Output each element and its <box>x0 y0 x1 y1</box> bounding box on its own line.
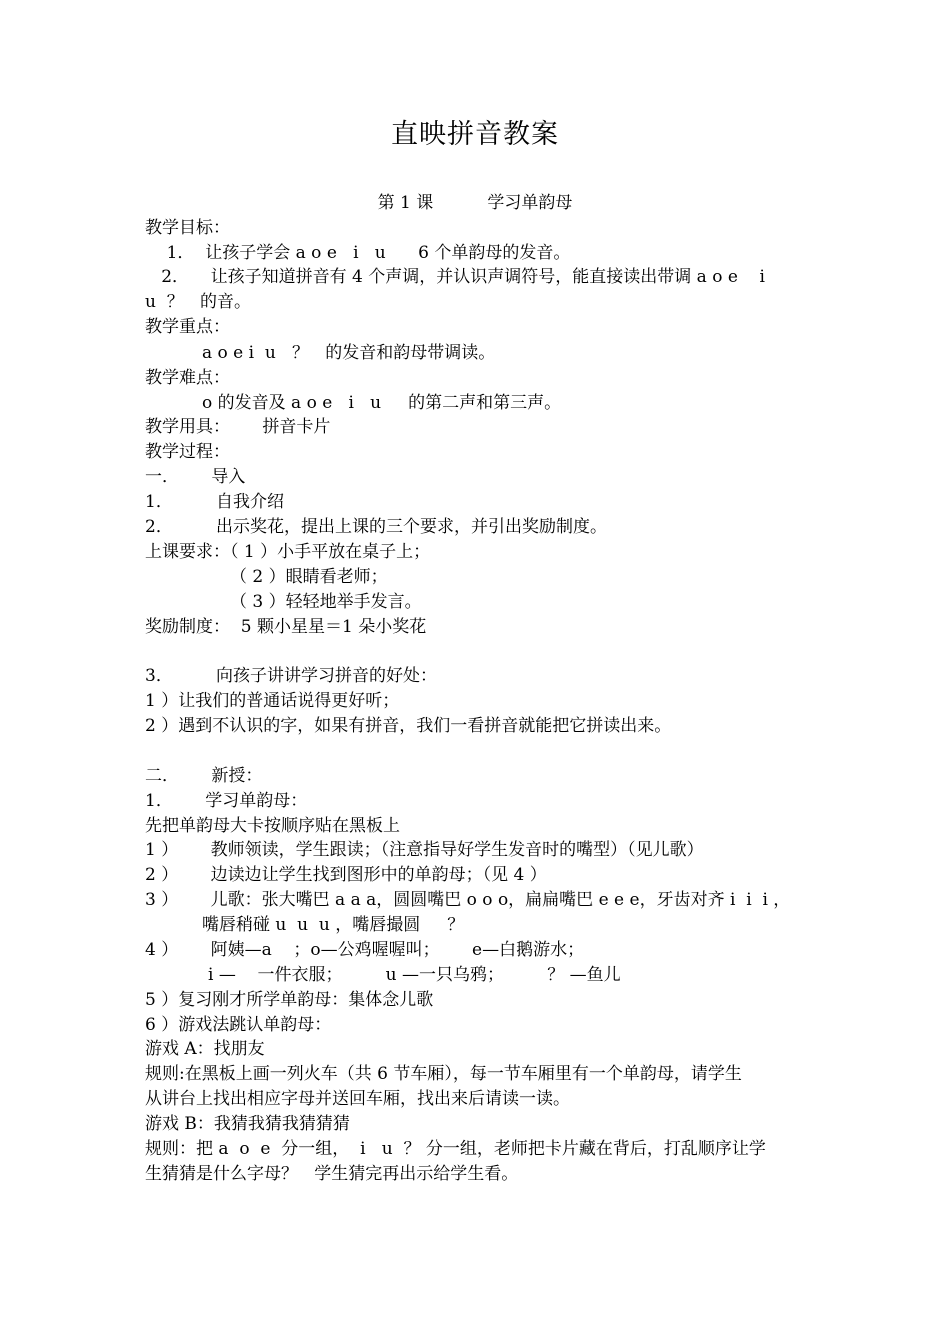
rule-3: （ 3 ）轻轻地举手发言。 <box>230 592 422 612</box>
activity-3-cont: 嘴唇稍碰 u u u ，嘴唇撮圆 ？ <box>202 915 465 935</box>
game-a-rule: 规则:在黑板上画一列火车（共 6 节车厢），每一节车厢里有一个单韵母，请学生 <box>145 1064 742 1084</box>
game-a-title: 游戏 A：找朋友 <box>145 1039 265 1059</box>
activity-3: 3 ） 儿歌：张大嘴巴 a a a，圆圆嘴巴 o o o，扁扁嘴巴 e e e，牙齿对齐 i i i ， <box>145 890 791 910</box>
activity-2: 2 ） 边读边让学生找到图形中的单韵母；（见 4 ） <box>145 865 547 885</box>
lesson-heading: 第 1 课 学习单韵母 <box>377 193 573 213</box>
activity-4: 4 ） 阿姨—a ；o—公鸡喔喔叫； e—白鹅游水； <box>145 940 585 960</box>
part-2-heading: 二． 新授： <box>145 766 263 786</box>
step-1: 1． 自我介绍 <box>145 492 285 512</box>
part-1-heading: 一． 导入 <box>145 467 246 487</box>
section-label-key-points: 教学重点： <box>145 317 230 337</box>
step-2: 2． 出示奖花，提出上课的三个要求，并引出奖励制度。 <box>145 517 608 537</box>
goal-item-2: 2． 让孩子知道拼音有 4 个声调，并认识声调符号，能直接读出带调 a o e i <box>145 267 765 287</box>
activity-4-cont: i — 一件衣服； u —一只乌鸦； ？ —鱼儿 <box>208 965 621 985</box>
benefit-1: 1 ）让我们的普通话说得更好听； <box>145 691 400 711</box>
key-points-text: a o e i u ？ 的发音和韵母带调读。 <box>202 343 496 363</box>
section-label-difficulties: 教学难点： <box>145 368 230 388</box>
game-a-rule-cont: 从讲台上找出相应字母并送回车厢，找出来后请读一读。 <box>145 1089 570 1109</box>
game-b-title: 游戏 B：我猜我猜我猜猜猜 <box>145 1114 350 1134</box>
difficulties-text: o 的发音及 a o e i u 的第二声和第三声。 <box>202 393 562 413</box>
document-title: 直映拼音教案 <box>391 119 559 150</box>
teaching-tools: 教学用具： 拼音卡片 <box>145 417 331 437</box>
activity-1: 1 ） 教师领读，学生跟读；（注意指导好学生发音时的嘴型）（见儿歌） <box>145 840 704 860</box>
goal-item-1: 1． 让孩子学会 a o e i u 6 个单韵母的发音。 <box>145 243 571 263</box>
reward-system: 奖励制度： 5 颗小星星＝1 朵小奖花 <box>145 617 427 637</box>
activity-6: 6 ）游戏法跳认单韵母： <box>145 1015 332 1035</box>
rule-2: （ 2 ）眼睛看老师； <box>230 567 388 587</box>
section-label-process: 教学过程： <box>145 442 230 462</box>
benefit-2: 2 ）遇到不认识的字，如果有拼音，我们一看拼音就能把它拼读出来。 <box>145 716 672 736</box>
activity-5: 5 ）复习刚才所学单韵母：集体念儿歌 <box>145 990 434 1010</box>
rule-1: 上课要求：（ 1 ）小手平放在桌子上； <box>145 542 431 562</box>
game-b-rule-cont: 生猜猜是什么字母？ 学生猜完再出示给学生看。 <box>145 1164 519 1184</box>
new-step-1-desc: 先把单韵母大卡按顺序贴在黑板上 <box>145 816 400 836</box>
step-3: 3． 向孩子讲讲学习拼音的好处： <box>145 666 438 686</box>
goal-item-2-cont: u ？ 的音。 <box>145 292 251 312</box>
game-b-rule: 规则：把 a o e 分一组， i u ？ 分一组，老师把卡片藏在背后，打乱顺序让学 <box>145 1139 766 1159</box>
new-step-1: 1． 学习单韵母： <box>145 791 308 811</box>
section-label-goals: 教学目标： <box>145 218 230 238</box>
